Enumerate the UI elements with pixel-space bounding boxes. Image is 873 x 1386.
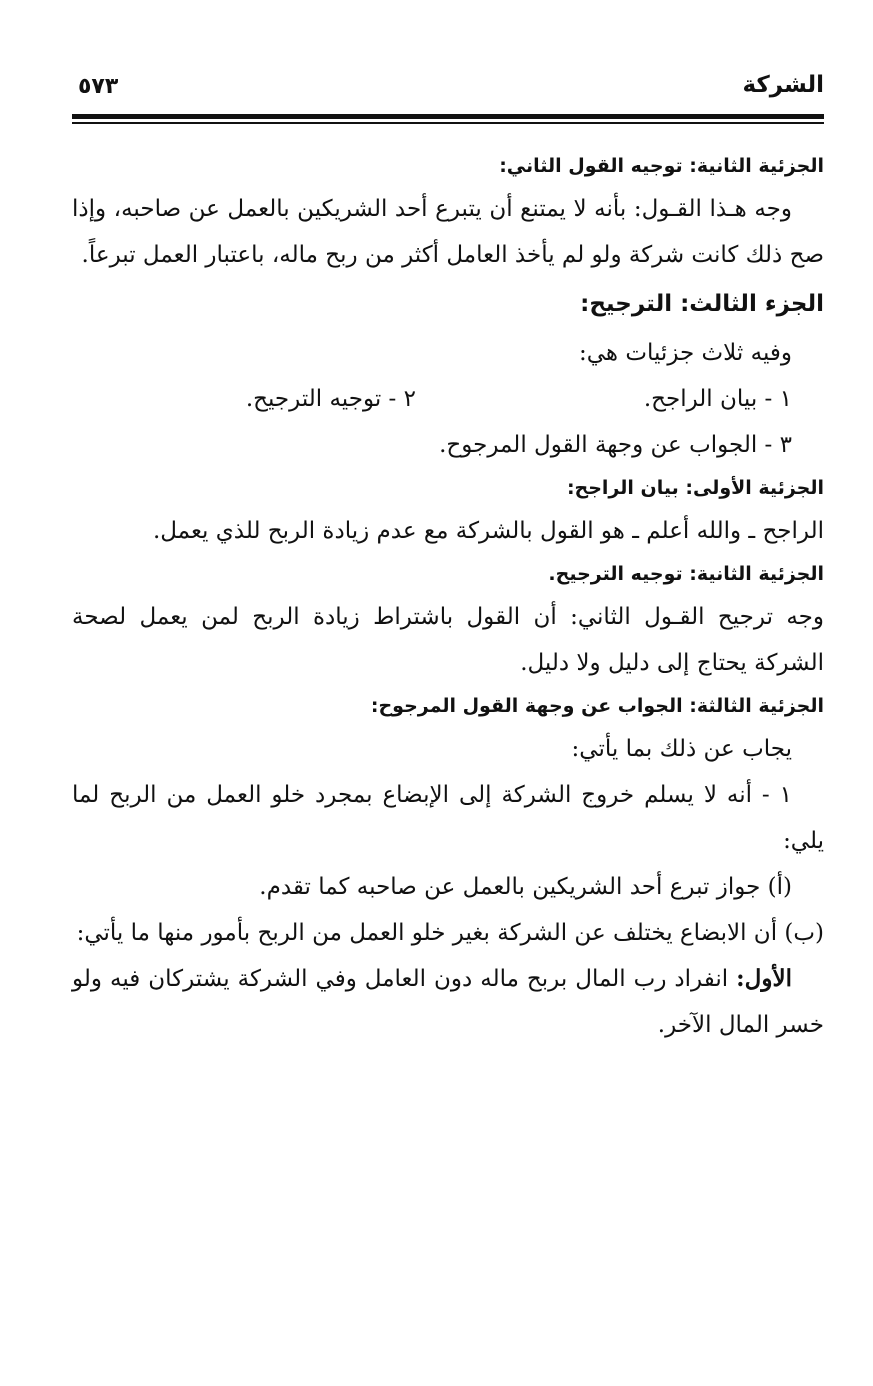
paragraph-answer-1: ١ - أنه لا يسلم خروج الشركة إلى الإبضاع بمجرد خلو العمل من الربح لما يلي: <box>72 781 824 854</box>
page-number: ٥٧٣ <box>78 74 119 99</box>
list-row-items-1-2 <box>72 376 824 422</box>
heading-second-sub: الجزئية الثانية: توجيه الترجيح. <box>548 562 824 585</box>
first-point-label: الأول: <box>736 964 792 992</box>
header-rule-thick <box>72 114 824 119</box>
heading-part-three: الجزء الثالث: الترجيح: <box>580 290 824 317</box>
list-item-3: ٣ - الجواب عن وجهة القول المرجوح. <box>439 431 792 458</box>
paragraph-preferred: الراجح ـ والله أعلم ـ هو القول بالشركة مع عدم زيادة الربح للذي يعمل. <box>152 517 824 544</box>
page-body <box>72 146 824 1048</box>
heading-first-sub: الجزئية الأولى: بيان الراجح: <box>566 476 824 499</box>
running-header <box>72 68 824 108</box>
paragraph-answer-b: (ب) أن الابضاع يختلف عن الشركة بغير خلو العمل من الربح بأمور منها ما يأتي: <box>76 919 824 946</box>
header-rule-thin <box>72 122 824 124</box>
paragraph-answer-a: (أ) جواز تبرع أحد الشريكين بالعمل عن صاحبه كما تقدم. <box>259 873 792 900</box>
paragraph-answer-intro: يجاب عن ذلك بما يأتي: <box>571 735 792 762</box>
paragraph-second-view: وجه هـذا القـول: بأنه لا يمتنع أن يتبرع أحد الشريكين بالعمل عن صاحبه، وإذا صح ذلك كانت شركة ولو لم يأخذ العامل أكثر من ربح ماله، باعتبار العمل تبرعاً. <box>72 195 824 268</box>
list-item-1: ١ - بيان الراجح. <box>643 385 792 412</box>
paragraph-first-point <box>72 956 824 1048</box>
first-point-text: انفراد رب المال بربح ماله دون العامل وفي الشركة يشتركان فيه ولو خسر المال الآخر. <box>72 965 824 1038</box>
heading-third-sub: الجزئية الثالثة: الجواب عن وجهة القول المرجوح: <box>370 694 824 717</box>
paragraph-preference-reason: وجه ترجيح القـول الثاني: أن القول باشتراط زيادة الربح لمن يعمل لصحة الشركة يحتاج إلى دليل ولا دليل. <box>72 603 824 676</box>
heading-second-part-reasoning: الجزئية الثانية: توجيه القول الثاني: <box>499 154 824 177</box>
list-item-2: ٢ - توجيه الترجيح. <box>245 385 416 412</box>
book-page <box>72 68 824 1048</box>
paragraph-three-subparts: وفيه ثلاث جزئيات هي: <box>578 339 792 366</box>
running-title: الشركة <box>742 72 824 98</box>
